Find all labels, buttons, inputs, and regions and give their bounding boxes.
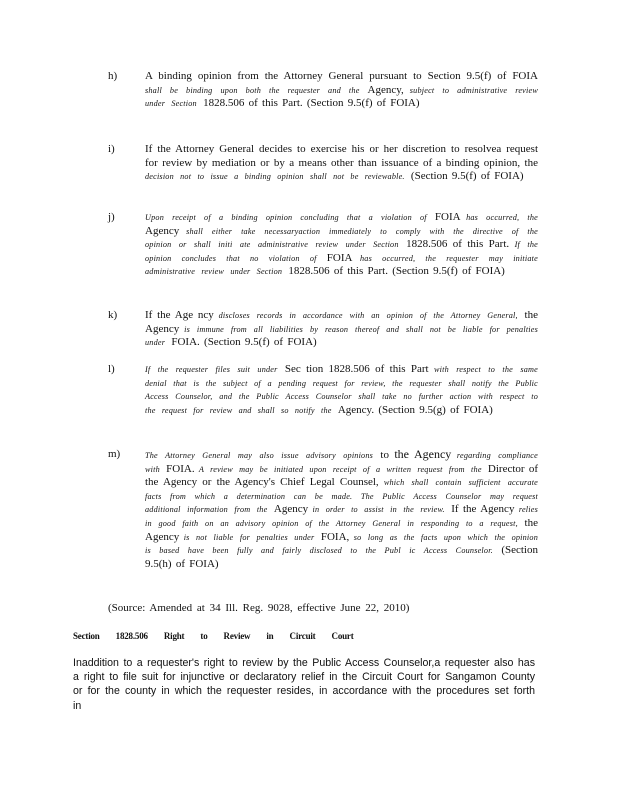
text-run: Director of the Agency or the Agency's Chief Legal Counsel, xyxy=(145,462,538,489)
item-text xyxy=(145,309,538,350)
item-text xyxy=(145,211,538,279)
item-i xyxy=(108,143,538,184)
item-marker: k) xyxy=(108,309,118,321)
text-run: is not liable for penalties under xyxy=(183,532,321,542)
text-run: If the Attorney General decides to exercise his or her discretion to resolvea request for review by mediation or by a means other than issuance of a binding opinion, the xyxy=(145,143,538,169)
text-run: 1828.506 of this Part. (Section 9.5(f) of FOIA) xyxy=(203,97,420,110)
text-run: has occurred, the requester may initiate administrative review under Section xyxy=(145,253,538,277)
text-run: so long as the facts upon which the opinion is based have been fully and fairly disclosed to the Publ ic Access Counselor. xyxy=(145,532,538,556)
text-run: If the Agency xyxy=(451,503,519,516)
text-run: shall either take necessaryaction immediately to comply with the directive of the opinion or shall initi ate administrative review under Section xyxy=(145,226,538,250)
text-run: A binding opinion from the Attorney General pursuant to Section 9.5(f) of FOIA xyxy=(145,70,538,82)
text-run: subject to administrative review under Section xyxy=(145,85,538,109)
text-run: (Section 9.5(f) of FOIA) xyxy=(410,170,524,183)
text-run: Agency. (Section 9.5(g) of FOIA) xyxy=(337,403,493,416)
section-heading: Section 1828.506 Right to Review in Circuit Court xyxy=(73,631,354,641)
text-run: Sec tion 1828.506 of this Part xyxy=(284,363,434,375)
item-marker: m) xyxy=(108,448,121,460)
text-run: relies in good faith on an advisory opinion of the Attorney General in responding to a request, xyxy=(145,505,538,528)
item-text xyxy=(145,70,538,111)
text-run: in order to assist in the review. xyxy=(312,505,452,515)
text-run: regarding compliance with xyxy=(145,451,538,474)
item-text xyxy=(145,143,538,184)
source-note: (Source: Amended at 34 Ill. Reg. 9028, effective June 22, 2010) xyxy=(108,602,410,614)
text-run: 1828.506 of this Part. xyxy=(406,238,515,251)
text-run: with respect to the same denial that is the subject of a pending request for review, the requester shall notify the Public Access Counselor, and the Public Access Counselor shall take no further action with respect to the request for review and shall so notify the xyxy=(145,365,538,415)
item-text xyxy=(145,363,538,417)
item-h xyxy=(108,70,538,111)
item-m xyxy=(108,448,538,571)
item-marker: l) xyxy=(108,363,115,375)
text-run: FOIA, xyxy=(320,530,354,543)
text-run: shall be binding upon both the requester and the xyxy=(145,85,368,95)
text-run: Agency, xyxy=(367,83,410,96)
text-run: (Section 9.5(h) of FOIA) xyxy=(145,544,538,570)
item-text xyxy=(145,448,538,571)
text-run: FOIA. xyxy=(166,462,199,475)
item-marker: j) xyxy=(108,211,115,223)
text-run: If the opinion concludes that no violation of xyxy=(145,240,538,263)
text-run: Upon receipt of a binding opinion concluding that a violation of xyxy=(145,213,435,222)
text-run: Agency xyxy=(145,224,187,237)
item-k xyxy=(108,309,538,350)
text-run: has occurred, the xyxy=(466,213,539,222)
item-marker: i) xyxy=(108,143,115,155)
text-run: is immune from all liabilities by reason thereof and shall not be liable for penalties under xyxy=(145,324,538,348)
text-run: the Agency xyxy=(145,516,538,543)
item-marker: h) xyxy=(108,70,118,82)
text-run: the Agency xyxy=(394,447,457,461)
item-l xyxy=(108,363,538,417)
text-run: FOIA xyxy=(326,251,361,264)
text-run: A review may be initiated upon receipt of a written request from the xyxy=(198,464,488,474)
closing-paragraph: Inaddition to a requester's right to review by the Public Access Counselor,a requester also has a right to file suit for injunctive or declaratory relief in the Circuit Court for Sangamon County or for the county in which the requester resides, in accordance with the procedures set forth in xyxy=(73,657,535,712)
text-run: to xyxy=(380,449,395,461)
text-run: decision not to issue a binding opinion shall not be reviewable. xyxy=(145,172,411,182)
text-run: If the Age ncy xyxy=(145,309,219,321)
text-run: which shall contain sufficient accurate facts from which a determination can be made. The Public Access Counselor may request additional information from the xyxy=(145,478,539,515)
text-run: the Agency xyxy=(145,309,538,335)
text-run: FOIA. (Section 9.5(f) of FOIA) xyxy=(171,336,317,349)
text-run: discloses records in accordance with an opinion of the Attorney General, xyxy=(218,311,525,320)
item-j xyxy=(108,211,538,279)
text-run: 1828.506 of this Part. (Section 9.5(f) of FOIA) xyxy=(288,265,505,278)
text-run: Agency xyxy=(273,503,313,516)
text-run: FOIA xyxy=(434,211,467,223)
text-run: The Attorney General may also issue advisory opinions xyxy=(145,451,381,460)
text-run: If the requester files suit under xyxy=(145,365,285,374)
